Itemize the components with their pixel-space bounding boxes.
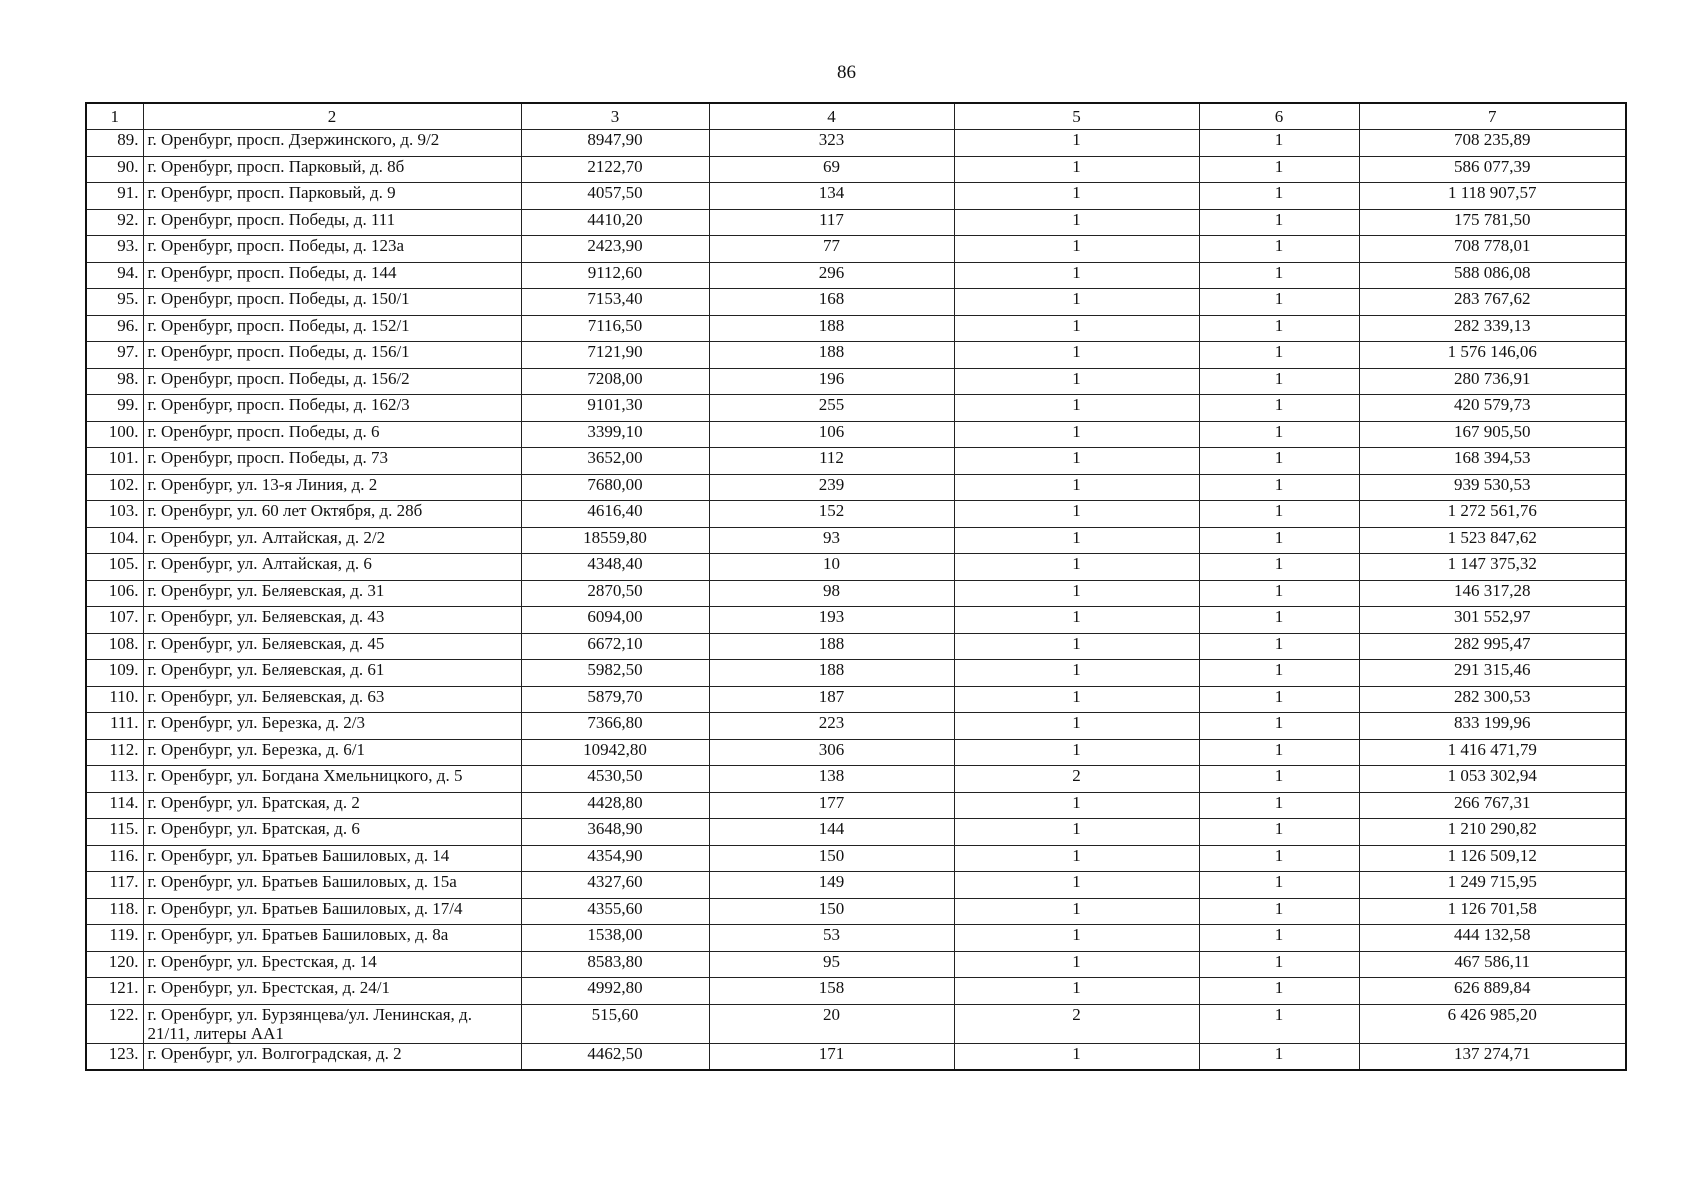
area-cell: 4354,90 <box>521 845 709 872</box>
column-6-cell: 1 <box>1199 925 1359 952</box>
row-number: 94. <box>86 262 143 289</box>
row-number: 95. <box>86 289 143 316</box>
column-5-cell: 1 <box>954 951 1199 978</box>
area-cell: 6672,10 <box>521 633 709 660</box>
address-cell: г. Оренбург, ул. Братьев Башиловых, д. 14 <box>143 845 521 872</box>
cost-cell: 167 905,50 <box>1359 421 1626 448</box>
address-cell: г. Оренбург, просп. Победы, д. 6 <box>143 421 521 448</box>
area-cell: 2122,70 <box>521 156 709 183</box>
row-number: 105. <box>86 554 143 581</box>
address-cell: г. Оренбург, ул. Братьев Башиловых, д. 8а <box>143 925 521 952</box>
column-5-cell: 1 <box>954 527 1199 554</box>
column-5-cell: 1 <box>954 713 1199 740</box>
residents-cell: 188 <box>709 660 954 687</box>
address-cell: г. Оренбург, ул. Братская, д. 6 <box>143 819 521 846</box>
column-6-cell: 1 <box>1199 633 1359 660</box>
table-row <box>86 236 1626 263</box>
address-cell: г. Оренбург, ул. Брестская, д. 24/1 <box>143 978 521 1005</box>
area-cell: 4462,50 <box>521 1043 709 1070</box>
row-number: 96. <box>86 315 143 342</box>
residents-cell: 93 <box>709 527 954 554</box>
area-cell: 7153,40 <box>521 289 709 316</box>
cost-cell: 146 317,28 <box>1359 580 1626 607</box>
area-cell: 4530,50 <box>521 766 709 793</box>
residents-cell: 323 <box>709 130 954 157</box>
area-cell: 4616,40 <box>521 501 709 528</box>
residents-cell: 306 <box>709 739 954 766</box>
column-5-cell: 1 <box>954 607 1199 634</box>
column-6-cell: 1 <box>1199 1043 1359 1070</box>
row-number: 123. <box>86 1043 143 1070</box>
address-cell: г. Оренбург, просп. Победы, д. 152/1 <box>143 315 521 342</box>
cost-cell: 444 132,58 <box>1359 925 1626 952</box>
table-row <box>86 183 1626 210</box>
table-row <box>86 580 1626 607</box>
residents-cell: 188 <box>709 315 954 342</box>
residents-cell: 106 <box>709 421 954 448</box>
area-cell: 6094,00 <box>521 607 709 634</box>
area-cell: 2423,90 <box>521 236 709 263</box>
column-5-cell: 1 <box>954 925 1199 952</box>
row-number: 104. <box>86 527 143 554</box>
row-number: 93. <box>86 236 143 263</box>
table-body <box>86 130 1626 1071</box>
table-row <box>86 527 1626 554</box>
row-number: 100. <box>86 421 143 448</box>
column-5-cell: 1 <box>954 1043 1199 1070</box>
table-row <box>86 633 1626 660</box>
address-cell: г. Оренбург, ул. Беляевская, д. 45 <box>143 633 521 660</box>
residents-cell: 149 <box>709 872 954 899</box>
column-6-cell: 1 <box>1199 739 1359 766</box>
cost-cell: 1 523 847,62 <box>1359 527 1626 554</box>
residents-cell: 112 <box>709 448 954 475</box>
column-6-cell: 1 <box>1199 819 1359 846</box>
residents-cell: 158 <box>709 978 954 1005</box>
column-6-cell: 1 <box>1199 289 1359 316</box>
table-row <box>86 209 1626 236</box>
cost-cell: 1 147 375,32 <box>1359 554 1626 581</box>
column-number-row <box>86 103 1626 130</box>
cost-cell: 282 995,47 <box>1359 633 1626 660</box>
row-number: 108. <box>86 633 143 660</box>
column-6-cell: 1 <box>1199 342 1359 369</box>
cost-cell: 1 118 907,57 <box>1359 183 1626 210</box>
address-cell: г. Оренбург, просп. Победы, д. 156/2 <box>143 368 521 395</box>
residents-cell: 196 <box>709 368 954 395</box>
column-5-cell: 1 <box>954 686 1199 713</box>
address-cell: г. Оренбург, ул. Братьев Башиловых, д. 17/4 <box>143 898 521 925</box>
row-number: 103. <box>86 501 143 528</box>
address-cell: г. Оренбург, просп. Победы, д. 156/1 <box>143 342 521 369</box>
column-6-cell: 1 <box>1199 474 1359 501</box>
cost-cell: 175 781,50 <box>1359 209 1626 236</box>
column-5-cell: 1 <box>954 739 1199 766</box>
area-cell: 4057,50 <box>521 183 709 210</box>
address-cell: г. Оренбург, ул. Беляевская, д. 63 <box>143 686 521 713</box>
column-5-cell: 1 <box>954 978 1199 1005</box>
residents-cell: 53 <box>709 925 954 952</box>
table-row <box>86 739 1626 766</box>
area-cell: 4355,60 <box>521 898 709 925</box>
table-row <box>86 315 1626 342</box>
table-row <box>86 607 1626 634</box>
area-cell: 4428,80 <box>521 792 709 819</box>
column-6-cell: 1 <box>1199 713 1359 740</box>
row-number: 113. <box>86 766 143 793</box>
area-cell: 3648,90 <box>521 819 709 846</box>
table-row <box>86 501 1626 528</box>
row-number: 107. <box>86 607 143 634</box>
table-row <box>86 474 1626 501</box>
residents-cell: 150 <box>709 845 954 872</box>
address-cell: г. Оренбург, ул. Алтайская, д. 6 <box>143 554 521 581</box>
row-number: 92. <box>86 209 143 236</box>
area-cell: 5982,50 <box>521 660 709 687</box>
column-5-cell: 2 <box>954 1004 1199 1043</box>
page-number: 86 <box>837 62 856 83</box>
residents-cell: 95 <box>709 951 954 978</box>
address-cell: г. Оренбург, ул. Березка, д. 2/3 <box>143 713 521 740</box>
column-header: 4 <box>709 103 954 130</box>
area-cell: 8947,90 <box>521 130 709 157</box>
area-cell: 5879,70 <box>521 686 709 713</box>
row-number: 117. <box>86 872 143 899</box>
cost-cell: 282 300,53 <box>1359 686 1626 713</box>
area-cell: 4348,40 <box>521 554 709 581</box>
cost-cell: 137 274,71 <box>1359 1043 1626 1070</box>
cost-cell: 282 339,13 <box>1359 315 1626 342</box>
table-row <box>86 686 1626 713</box>
column-5-cell: 1 <box>954 872 1199 899</box>
column-5-cell: 1 <box>954 289 1199 316</box>
column-6-cell: 1 <box>1199 792 1359 819</box>
cost-cell: 168 394,53 <box>1359 448 1626 475</box>
address-cell: г. Оренбург, просп. Победы, д. 73 <box>143 448 521 475</box>
column-6-cell: 1 <box>1199 527 1359 554</box>
column-6-cell: 1 <box>1199 448 1359 475</box>
cost-cell: 420 579,73 <box>1359 395 1626 422</box>
column-6-cell: 1 <box>1199 978 1359 1005</box>
area-cell: 3652,00 <box>521 448 709 475</box>
residents-cell: 255 <box>709 395 954 422</box>
column-6-cell: 1 <box>1199 872 1359 899</box>
column-5-cell: 1 <box>954 898 1199 925</box>
column-6-cell: 1 <box>1199 660 1359 687</box>
table-row <box>86 898 1626 925</box>
area-cell: 2870,50 <box>521 580 709 607</box>
area-cell: 7680,00 <box>521 474 709 501</box>
cost-cell: 301 552,97 <box>1359 607 1626 634</box>
column-5-cell: 1 <box>954 660 1199 687</box>
column-5-cell: 1 <box>954 474 1199 501</box>
residents-cell: 193 <box>709 607 954 634</box>
row-number: 109. <box>86 660 143 687</box>
address-cell: г. Оренбург, просп. Победы, д. 111 <box>143 209 521 236</box>
area-cell: 4992,80 <box>521 978 709 1005</box>
row-number: 122. <box>86 1004 143 1043</box>
area-cell: 3399,10 <box>521 421 709 448</box>
cost-cell: 291 315,46 <box>1359 660 1626 687</box>
column-header: 1 <box>86 103 143 130</box>
address-cell: г. Оренбург, ул. Алтайская, д. 2/2 <box>143 527 521 554</box>
cost-cell: 6 426 985,20 <box>1359 1004 1626 1043</box>
column-6-cell: 1 <box>1199 501 1359 528</box>
table-row <box>86 289 1626 316</box>
row-number: 120. <box>86 951 143 978</box>
column-6-cell: 1 <box>1199 1004 1359 1043</box>
table-row <box>86 872 1626 899</box>
column-6-cell: 1 <box>1199 368 1359 395</box>
column-header: 6 <box>1199 103 1359 130</box>
column-6-cell: 1 <box>1199 951 1359 978</box>
residents-cell: 134 <box>709 183 954 210</box>
row-number: 116. <box>86 845 143 872</box>
row-number: 89. <box>86 130 143 157</box>
address-cell: г. Оренбург, просп. Победы, д. 123а <box>143 236 521 263</box>
column-5-cell: 1 <box>954 554 1199 581</box>
column-5-cell: 1 <box>954 421 1199 448</box>
column-5-cell: 1 <box>954 342 1199 369</box>
residents-cell: 152 <box>709 501 954 528</box>
table-row <box>86 925 1626 952</box>
area-cell: 7121,90 <box>521 342 709 369</box>
column-6-cell: 1 <box>1199 209 1359 236</box>
column-5-cell: 1 <box>954 209 1199 236</box>
column-5-cell: 1 <box>954 130 1199 157</box>
column-header: 5 <box>954 103 1199 130</box>
row-number: 112. <box>86 739 143 766</box>
column-6-cell: 1 <box>1199 130 1359 157</box>
row-number: 106. <box>86 580 143 607</box>
residents-cell: 168 <box>709 289 954 316</box>
residents-cell: 150 <box>709 898 954 925</box>
column-5-cell: 2 <box>954 766 1199 793</box>
address-cell: г. Оренбург, ул. Березка, д. 6/1 <box>143 739 521 766</box>
table-row <box>86 130 1626 157</box>
residents-cell: 20 <box>709 1004 954 1043</box>
area-cell: 7366,80 <box>521 713 709 740</box>
residents-cell: 69 <box>709 156 954 183</box>
address-cell: г. Оренбург, ул. Богдана Хмельницкого, д. 5 <box>143 766 521 793</box>
address-cell: г. Оренбург, ул. Беляевская, д. 31 <box>143 580 521 607</box>
column-5-cell: 1 <box>954 819 1199 846</box>
residents-cell: 296 <box>709 262 954 289</box>
cost-cell: 1 272 561,76 <box>1359 501 1626 528</box>
column-6-cell: 1 <box>1199 845 1359 872</box>
column-5-cell: 1 <box>954 183 1199 210</box>
table-row <box>86 1004 1626 1043</box>
address-cell: г. Оренбург, ул. Брестская, д. 14 <box>143 951 521 978</box>
address-cell: г. Оренбург, просп. Победы, д. 162/3 <box>143 395 521 422</box>
column-header: 7 <box>1359 103 1626 130</box>
address-cell: г. Оренбург, просп. Парковый, д. 9 <box>143 183 521 210</box>
column-6-cell: 1 <box>1199 236 1359 263</box>
cost-cell: 1 053 302,94 <box>1359 766 1626 793</box>
column-5-cell: 1 <box>954 633 1199 660</box>
cost-cell: 586 077,39 <box>1359 156 1626 183</box>
cost-cell: 280 736,91 <box>1359 368 1626 395</box>
column-header: 3 <box>521 103 709 130</box>
column-6-cell: 1 <box>1199 766 1359 793</box>
address-cell: г. Оренбург, просп. Победы, д. 144 <box>143 262 521 289</box>
table-row <box>86 845 1626 872</box>
column-5-cell: 1 <box>954 236 1199 263</box>
column-6-cell: 1 <box>1199 315 1359 342</box>
residents-cell: 138 <box>709 766 954 793</box>
residents-cell: 188 <box>709 342 954 369</box>
table-row <box>86 368 1626 395</box>
cost-cell: 708 778,01 <box>1359 236 1626 263</box>
table-row <box>86 1043 1626 1070</box>
address-cell: г. Оренбург, просп. Дзержинского, д. 9/2 <box>143 130 521 157</box>
column-6-cell: 1 <box>1199 898 1359 925</box>
table-row <box>86 766 1626 793</box>
column-5-cell: 1 <box>954 156 1199 183</box>
area-cell: 10942,80 <box>521 739 709 766</box>
column-5-cell: 1 <box>954 448 1199 475</box>
cost-cell: 467 586,11 <box>1359 951 1626 978</box>
address-cell: г. Оренбург, ул. 60 лет Октября, д. 28б <box>143 501 521 528</box>
address-cell: г. Оренбург, ул. Бурзянцева/ул. Ленинская, д. 21/11, литеры АА1 <box>143 1004 521 1043</box>
table-row <box>86 448 1626 475</box>
cost-cell: 283 767,62 <box>1359 289 1626 316</box>
table-row <box>86 554 1626 581</box>
address-cell: г. Оренбург, ул. Братьев Башиловых, д. 15а <box>143 872 521 899</box>
cost-cell: 939 530,53 <box>1359 474 1626 501</box>
residents-cell: 10 <box>709 554 954 581</box>
cost-cell: 266 767,31 <box>1359 792 1626 819</box>
area-cell: 9112,60 <box>521 262 709 289</box>
column-5-cell: 1 <box>954 315 1199 342</box>
area-cell: 7116,50 <box>521 315 709 342</box>
row-number: 118. <box>86 898 143 925</box>
residents-cell: 177 <box>709 792 954 819</box>
column-5-cell: 1 <box>954 792 1199 819</box>
table-row <box>86 951 1626 978</box>
cost-cell: 1 416 471,79 <box>1359 739 1626 766</box>
residents-cell: 188 <box>709 633 954 660</box>
table-row <box>86 713 1626 740</box>
column-6-cell: 1 <box>1199 554 1359 581</box>
column-6-cell: 1 <box>1199 580 1359 607</box>
cost-cell: 626 889,84 <box>1359 978 1626 1005</box>
table-row <box>86 395 1626 422</box>
address-cell: г. Оренбург, просп. Парковый, д. 8б <box>143 156 521 183</box>
address-cell: г. Оренбург, ул. Братская, д. 2 <box>143 792 521 819</box>
table-row <box>86 792 1626 819</box>
row-number: 101. <box>86 448 143 475</box>
housing-register-table <box>85 102 1627 1071</box>
row-number: 121. <box>86 978 143 1005</box>
column-5-cell: 1 <box>954 395 1199 422</box>
column-6-cell: 1 <box>1199 262 1359 289</box>
row-number: 110. <box>86 686 143 713</box>
column-5-cell: 1 <box>954 845 1199 872</box>
residents-cell: 223 <box>709 713 954 740</box>
residents-cell: 144 <box>709 819 954 846</box>
row-number: 97. <box>86 342 143 369</box>
table-row <box>86 819 1626 846</box>
column-6-cell: 1 <box>1199 607 1359 634</box>
cost-cell: 833 199,96 <box>1359 713 1626 740</box>
column-6-cell: 1 <box>1199 183 1359 210</box>
row-number: 114. <box>86 792 143 819</box>
row-number: 90. <box>86 156 143 183</box>
row-number: 119. <box>86 925 143 952</box>
cost-cell: 1 126 701,58 <box>1359 898 1626 925</box>
column-header: 2 <box>143 103 521 130</box>
address-cell: г. Оренбург, ул. Беляевская, д. 61 <box>143 660 521 687</box>
area-cell: 515,60 <box>521 1004 709 1043</box>
row-number: 91. <box>86 183 143 210</box>
cost-cell: 708 235,89 <box>1359 130 1626 157</box>
area-cell: 7208,00 <box>521 368 709 395</box>
residents-cell: 171 <box>709 1043 954 1070</box>
table-row <box>86 342 1626 369</box>
cost-cell: 1 576 146,06 <box>1359 342 1626 369</box>
column-5-cell: 1 <box>954 368 1199 395</box>
address-cell: г. Оренбург, ул. 13-я Линия, д. 2 <box>143 474 521 501</box>
area-cell: 4327,60 <box>521 872 709 899</box>
address-cell: г. Оренбург, просп. Победы, д. 150/1 <box>143 289 521 316</box>
residents-cell: 77 <box>709 236 954 263</box>
area-cell: 1538,00 <box>521 925 709 952</box>
column-5-cell: 1 <box>954 580 1199 607</box>
area-cell: 4410,20 <box>521 209 709 236</box>
residents-cell: 187 <box>709 686 954 713</box>
residents-cell: 239 <box>709 474 954 501</box>
area-cell: 9101,30 <box>521 395 709 422</box>
table-row <box>86 262 1626 289</box>
table-row <box>86 660 1626 687</box>
area-cell: 18559,80 <box>521 527 709 554</box>
area-cell: 8583,80 <box>521 951 709 978</box>
column-5-cell: 1 <box>954 501 1199 528</box>
cost-cell: 588 086,08 <box>1359 262 1626 289</box>
table-row <box>86 421 1626 448</box>
residents-cell: 98 <box>709 580 954 607</box>
table-row <box>86 156 1626 183</box>
column-6-cell: 1 <box>1199 686 1359 713</box>
row-number: 102. <box>86 474 143 501</box>
column-6-cell: 1 <box>1199 156 1359 183</box>
row-number: 111. <box>86 713 143 740</box>
address-cell: г. Оренбург, ул. Беляевская, д. 43 <box>143 607 521 634</box>
cost-cell: 1 126 509,12 <box>1359 845 1626 872</box>
column-6-cell: 1 <box>1199 421 1359 448</box>
residents-cell: 117 <box>709 209 954 236</box>
address-cell: г. Оренбург, ул. Волгоградская, д. 2 <box>143 1043 521 1070</box>
cost-cell: 1 249 715,95 <box>1359 872 1626 899</box>
column-5-cell: 1 <box>954 262 1199 289</box>
cost-cell: 1 210 290,82 <box>1359 819 1626 846</box>
table-row <box>86 978 1626 1005</box>
column-6-cell: 1 <box>1199 395 1359 422</box>
row-number: 98. <box>86 368 143 395</box>
row-number: 99. <box>86 395 143 422</box>
row-number: 115. <box>86 819 143 846</box>
